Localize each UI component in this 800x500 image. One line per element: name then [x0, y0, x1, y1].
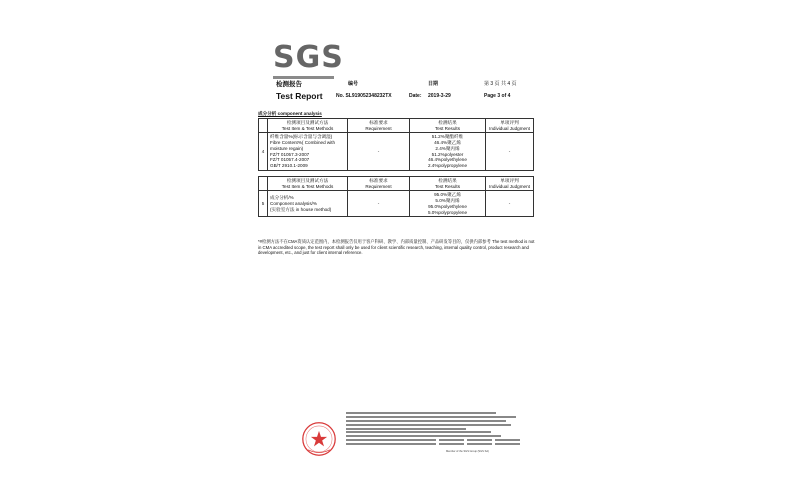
header-judg-en: Individual Judgment — [489, 183, 530, 189]
item-line: moisture regain) — [270, 145, 304, 151]
header-judg-cn: 单项评判 — [500, 178, 519, 183]
date-label-cn: 日期 — [428, 81, 439, 87]
report-label-en: Test Report — [276, 91, 323, 101]
results-cell — [410, 133, 486, 170]
row-number: 5 — [259, 191, 268, 217]
test-report-page — [258, 18, 543, 488]
report-date: 2019-3-29 — [428, 93, 451, 99]
result-line: 51.2%polyester — [431, 151, 464, 157]
requirement-cell: - — [348, 133, 410, 170]
result-line: 2.4%polypropylene — [427, 163, 468, 169]
header-item-cn: 检测项目及测试方法 — [286, 178, 329, 183]
header-req-en: Requirement — [365, 183, 392, 189]
sgs-logo: SGS — [273, 40, 344, 75]
result-line: 5.0%polypropylene — [427, 209, 468, 215]
item-line: GB/T 2910.1-2009 — [270, 163, 308, 169]
result-line: 95.0%聚乙烯 — [434, 192, 461, 198]
header-judg-cell — [486, 177, 534, 191]
header-blank-cell — [259, 177, 268, 191]
official-seal-icon — [301, 421, 337, 457]
item-line: Fibre Content%( Combined with — [270, 140, 336, 146]
report-label-cn: 检测报告 — [276, 81, 302, 88]
requirement-cell: - — [348, 191, 410, 217]
table-row — [259, 191, 534, 217]
header-blank-cell — [259, 119, 268, 133]
header-req-cn: 标准要求 — [369, 120, 388, 125]
page-number-cn: 第 3 页 共 4 页 — [484, 81, 517, 87]
result-line: 5.0%聚丙烯 — [435, 198, 460, 204]
table-row — [259, 133, 534, 170]
footnote: *#检测方法不在CMA资质认定范围内，本检测报告仅用于客户科研、教学、内部质量控制、产品研发等目的，仅供内部参考 The test method is not in CMA accredited scope, the test report shall only be used for client scientific research, teaching, internal quality control, product research and development, etc., and just for client internal reference. — [258, 239, 535, 256]
report-number: No. SL919052348232TX — [336, 93, 392, 99]
test-item-cell — [268, 133, 348, 170]
item-line: FZ/T 01057.3-2007 — [270, 151, 310, 157]
header-req-cn: 标准要求 — [369, 178, 388, 183]
header-req-cell — [348, 119, 410, 133]
section-title: 成分分析 component analysis — [258, 111, 322, 116]
header-item-cn: 检测项目及测试方法 — [286, 120, 329, 125]
row-number: 4 — [259, 133, 268, 170]
table-header-row — [259, 177, 534, 191]
sgs-member-text: Member of the SGS Group (SGS SA) — [446, 450, 489, 453]
header-judg-cn: 单项评判 — [500, 120, 519, 125]
header-res-cn: 检测结果 — [438, 120, 457, 125]
header-item-en: Test Item & Test Methods — [281, 183, 334, 189]
header-res-cn: 检测结果 — [438, 178, 457, 183]
date-label-en: Date: — [409, 93, 422, 99]
test-item-cell — [268, 191, 348, 217]
fibre-content-table — [258, 118, 534, 171]
header-judg-cell — [486, 119, 534, 133]
judgment-cell: - — [486, 133, 534, 170]
component-analysis-table — [258, 176, 534, 217]
result-line: 2.4%聚丙烯 — [435, 145, 460, 151]
item-line: FZ/T 01057.4-2007 — [270, 157, 310, 163]
table-header-row — [259, 119, 534, 133]
header-item-cell — [268, 177, 348, 191]
number-label-cn: 编号 — [348, 81, 359, 87]
header-req-en: Requirement — [365, 125, 392, 131]
header-res-cell — [410, 119, 486, 133]
judgment-cell: - — [486, 191, 534, 217]
header-item-cell — [268, 119, 348, 133]
header-req-cell — [348, 177, 410, 191]
result-line: 95.0%polyethylene — [428, 203, 467, 209]
page-number-en: Page 3 of 4 — [484, 93, 511, 99]
item-line: 成分分析/% — [270, 195, 294, 201]
results-cell — [410, 191, 486, 217]
result-line: 51.2%聚酯纤维 — [431, 134, 464, 140]
header-judg-en: Individual Judgment — [489, 125, 530, 131]
header-res-en: Test Results — [434, 183, 461, 189]
header-item-en: Test Item & Test Methods — [281, 125, 334, 131]
item-line: 纤维含量%(标示含量与含调湿) — [270, 134, 333, 140]
header-res-en: Test Results — [434, 125, 461, 131]
fine-print-block — [346, 412, 531, 446]
item-line: (实验室方法 in house method) — [270, 206, 332, 212]
result-line: 46.4%polyethylene — [428, 157, 467, 163]
result-line: 46.4%聚乙烯 — [434, 140, 461, 146]
item-line: Component analysis/% — [270, 201, 317, 207]
header-res-cell — [410, 177, 486, 191]
